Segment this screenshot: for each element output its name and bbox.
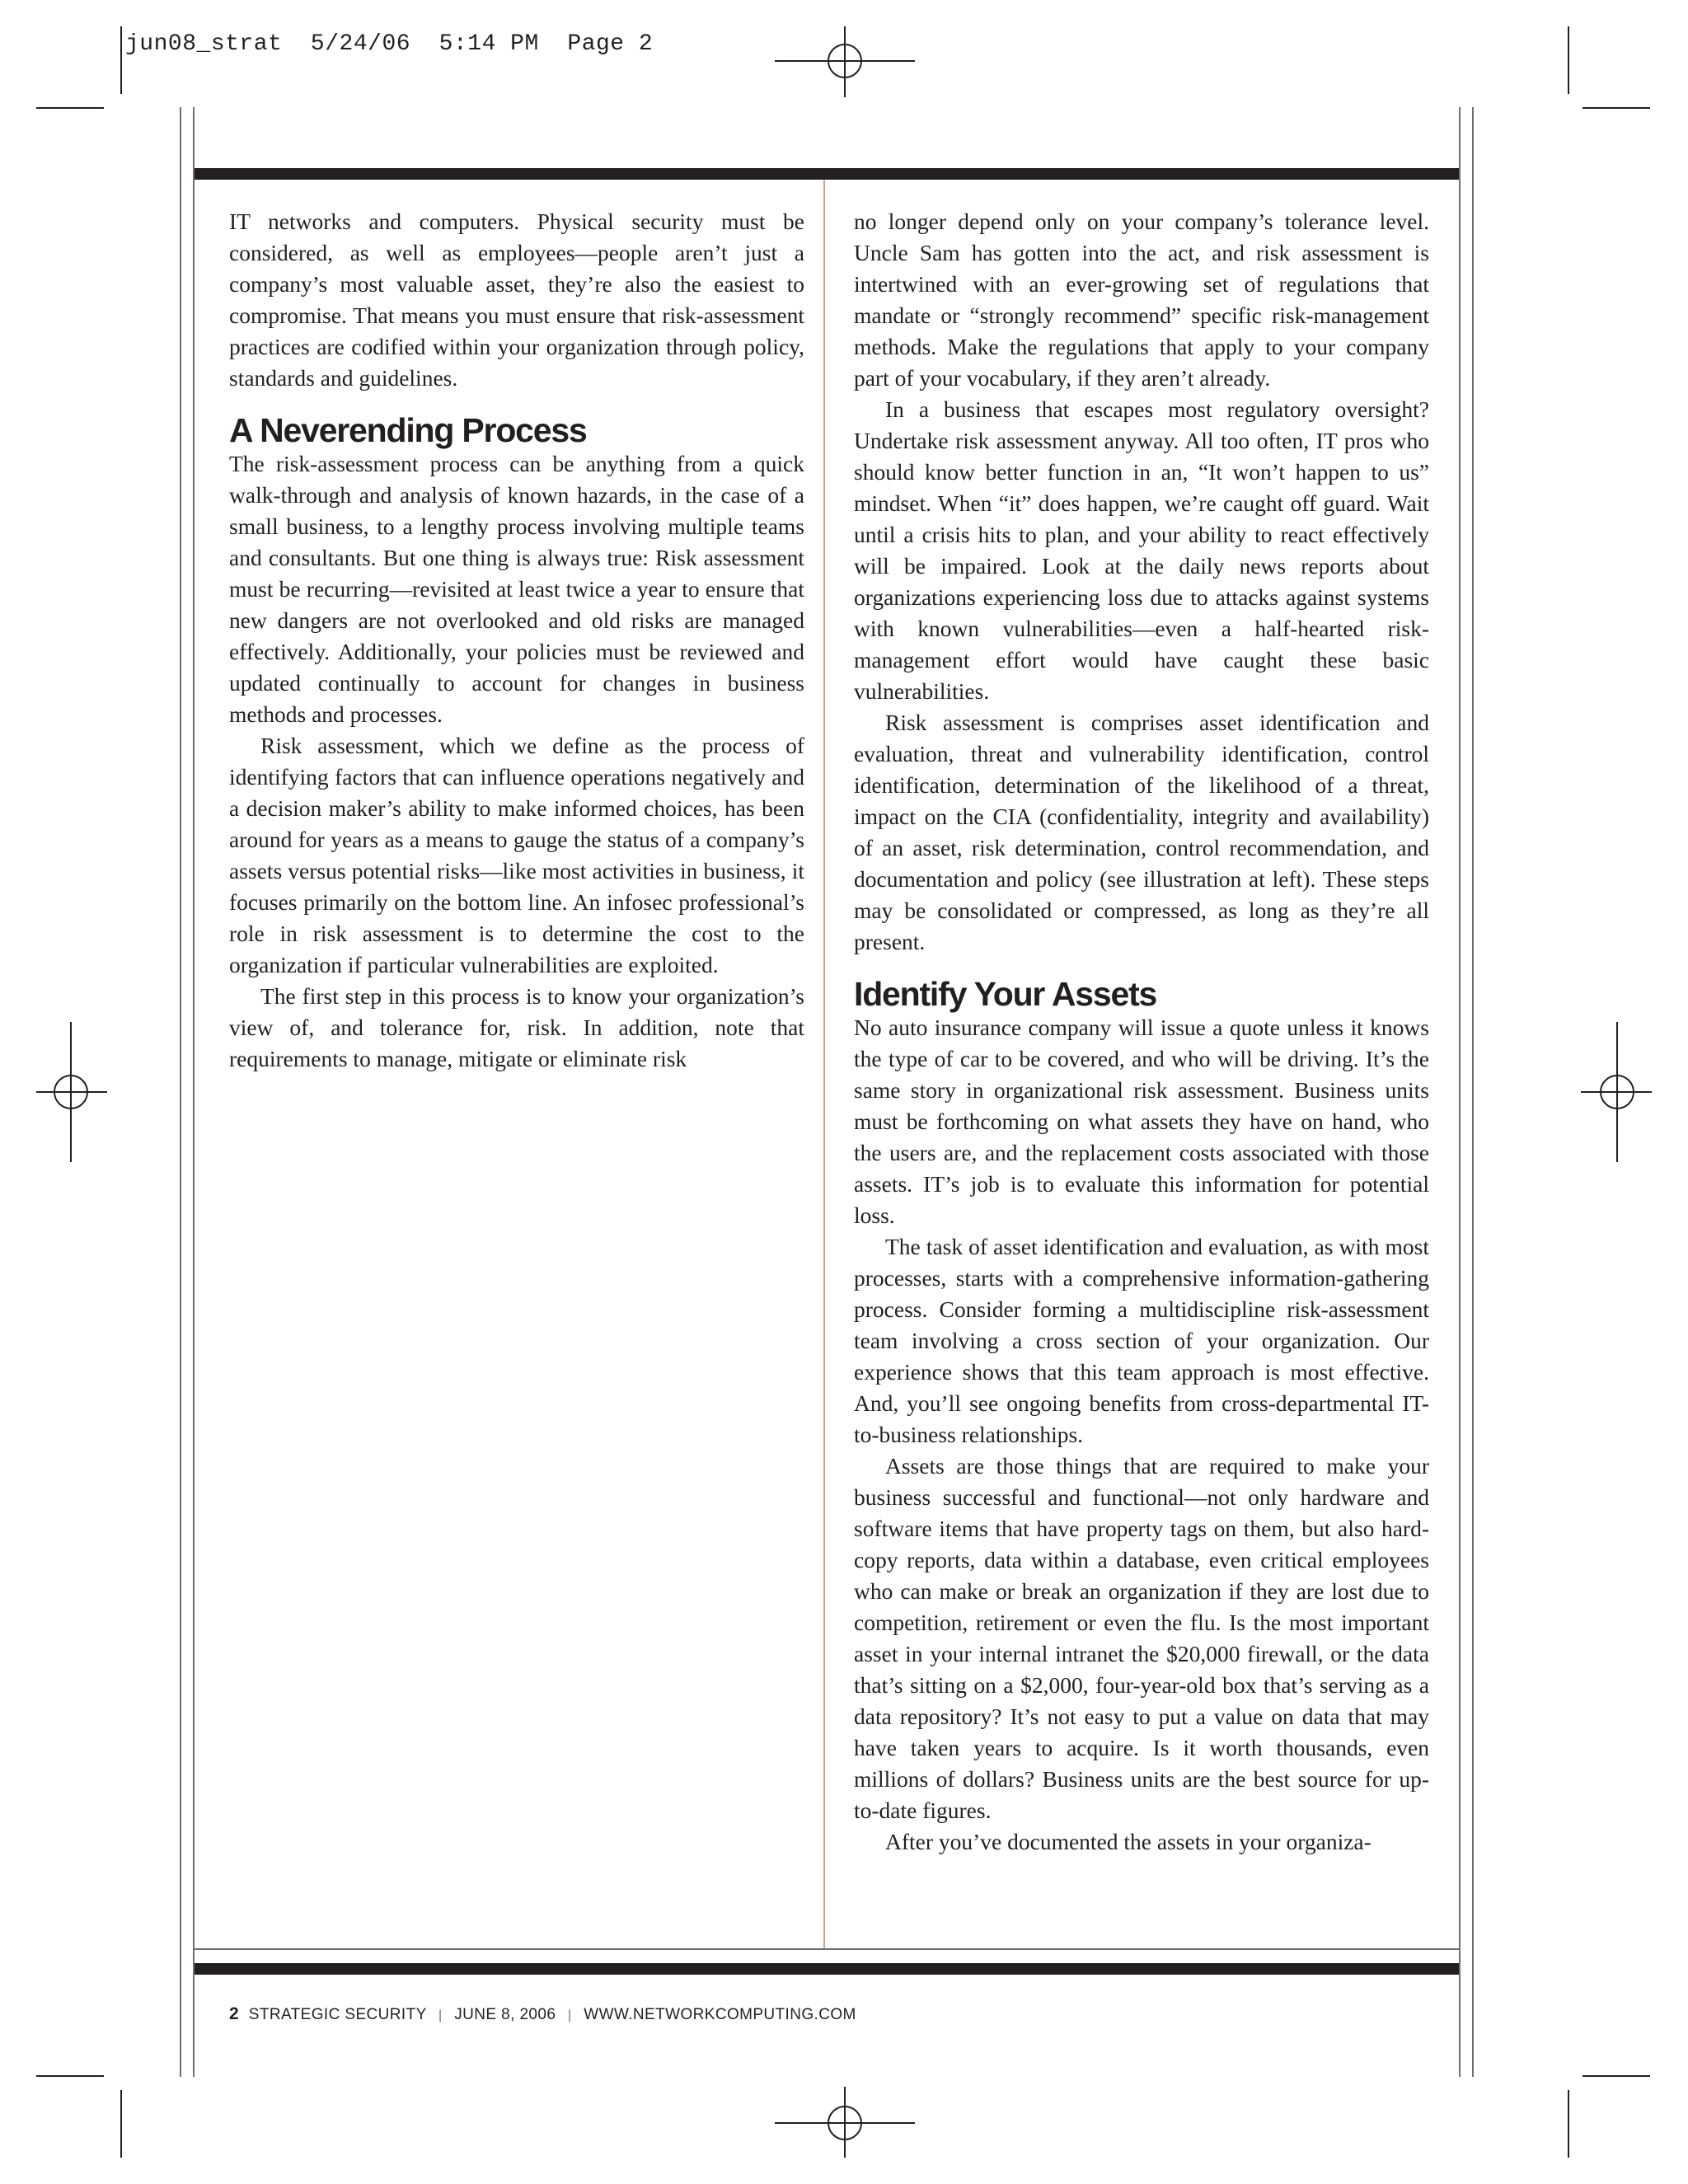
crop-mark-top-left-v xyxy=(120,26,122,94)
crop-mark-bottom-right-v xyxy=(1568,2090,1569,2158)
footer-date: JUNE 8, 2006 xyxy=(454,2006,556,2023)
frame-right-outer xyxy=(1472,107,1474,2077)
frame-left-inner xyxy=(193,107,195,2077)
heading-neverending-process: A Neverending Process xyxy=(229,411,587,449)
left-paragraph-4: The first step in this process is to know your organization’s view of, and tolerance for, risk. In addition, note that requirements to manage, mitigate or eliminate risk xyxy=(229,983,804,1071)
registration-mark-top-icon xyxy=(775,26,915,101)
left-paragraph-1: IT networks and computers. Physical security must be considered, as well as employees—people aren’t just a company’s most valuable asset, they’re also the easiest to compromise. That means you must ensure that risk-assessment practices are codified within your organization through policy, standards and guidelines. xyxy=(229,209,804,391)
right-column xyxy=(854,206,1429,1858)
right-paragraph-6: Assets are those things that are required to make your business successful and functional—not only hardware and software items that have property tags on them, but also hard-copy reports, data within a database, even critical employees who can make or break an organization if they are lost due to competition, retirement or even the flu. Is the most important asset in your internal intranet the $20,000 firewall, or the data that’s sitting on a $2,000, four-year-old box that’s serving as a data repository? It’s not easy to put a value on data that may have taken years to acquire. Is it worth thousands, even millions of dollars? Business units are the best source for up-to-date figures. xyxy=(854,1453,1429,1823)
footer-separator-2: | xyxy=(568,2008,572,2022)
bottom-thin-rule xyxy=(195,1948,1459,1950)
bottom-rule xyxy=(195,1963,1459,1975)
right-paragraph-2: In a business that escapes most regulatory oversight? Undertake risk assessment anyway. All too often, IT pros who should know better function in an, “It won’t happen to us” mindset. When “it” does happen, we’re caught off guard. Wait until a crisis hits to plan, and your ability to react effectively will be impaired. Look at the daily news reports about organizations experiencing loss due to attacks against systems with known vulnerabilities—even a half-hearted risk-management effort would have caught these basic vulnerabilities. xyxy=(854,396,1429,704)
page-number: 2 xyxy=(229,2004,240,2023)
top-rule xyxy=(195,168,1459,180)
crop-mark-top-right-v xyxy=(1568,26,1569,94)
left-paragraph-2: The risk-assessment process can be anything from a quick walk-through and analysis of known hazards, in the case of a small business, to a lengthy process involving multiple teams and consultants. But one thing is always true: Risk assessment must be recurring—revisited at least twice a year to ensure that new dangers are not overlooked and old risks are managed effectively. Additionally, your policies must be reviewed and updated continually to account for changes in business methods and processes. xyxy=(229,451,804,727)
right-paragraph-3: Risk assessment is comprises asset identification and evaluation, threat and vulnerability identification, control identification, determination of the likelihood of a threat, impact on the CIA (confidentiality, integrity and availability) of an asset, risk determination, control recommendation, and documentation and policy (see illustration at left). These steps may be consolidated or compressed, as long as they’re all present. xyxy=(854,710,1429,954)
right-paragraph-5: The task of asset identification and evaluation, as with most processes, starts with a comprehensive information-gathering process. Consider forming a multidiscipline risk-assessment team involving a cross section of your organization. Our experience shows that this team approach is most effective. And, you’ll see ongoing benefits from cross-departmental IT-to-business relationships. xyxy=(854,1234,1429,1447)
footer-separator-1: | xyxy=(438,2008,443,2022)
registration-mark-right-icon xyxy=(1581,1022,1655,1162)
registration-mark-bottom-icon xyxy=(775,2083,915,2158)
crop-mark-bottom-left-h xyxy=(36,2075,104,2077)
crop-mark-top-left-h xyxy=(36,107,104,109)
right-paragraph-4: No auto insurance company will issue a quote unless it knows the type of car to be covered, and who will be driving. It’s the same story in organizational risk assessment. Business units must be forthcoming on what assets they have on hand, who the users are, and the replacement costs associated with those assets. IT’s job is to evaluate this information for potential loss. xyxy=(854,1015,1429,1228)
right-paragraph-7: After you’ve documented the assets in your organiza- xyxy=(885,1829,1372,1854)
crop-mark-bottom-right-h xyxy=(1582,2075,1650,2077)
frame-right-inner xyxy=(1459,107,1461,2077)
page-footer xyxy=(229,2004,856,2024)
left-paragraph-3: Risk assessment, which we define as the process of identifying factors that can influence operations negatively and a decision maker’s ability to make informed choices, has been around for years as a means to gauge the status of a company’s assets versus potential risks—like most activities in business, it focuses primarily on the bottom line. An infosec professional’s role in risk assessment is to determine the cost to the organization if particular vulnerabilities are exploited. xyxy=(229,733,804,977)
crop-mark-top-right-h xyxy=(1582,107,1650,109)
footer-section: STRATEGIC SECURITY xyxy=(248,2006,427,2023)
frame-left-outer xyxy=(180,107,181,2077)
registration-mark-left-icon xyxy=(33,1022,107,1162)
heading-identify-assets: Identify Your Assets xyxy=(854,975,1157,1013)
column-divider xyxy=(823,180,825,1948)
right-paragraph-1: no longer depend only on your company’s tolerance level. Uncle Sam has gotten into the act, and risk assessment is intertwined with an ever-growing set of regulations that mandate or “strongly recommend” specific risk-management methods. Make the regulations that apply to your company part of your vocabulary, if they aren’t already. xyxy=(854,209,1429,391)
left-column xyxy=(229,206,804,1075)
printer-slug: jun08_strat 5/24/06 5:14 PM Page 2 xyxy=(125,31,654,57)
footer-url: WWW.NETWORKCOMPUTING.COM xyxy=(584,2006,856,2023)
crop-mark-bottom-left-v xyxy=(120,2090,122,2158)
